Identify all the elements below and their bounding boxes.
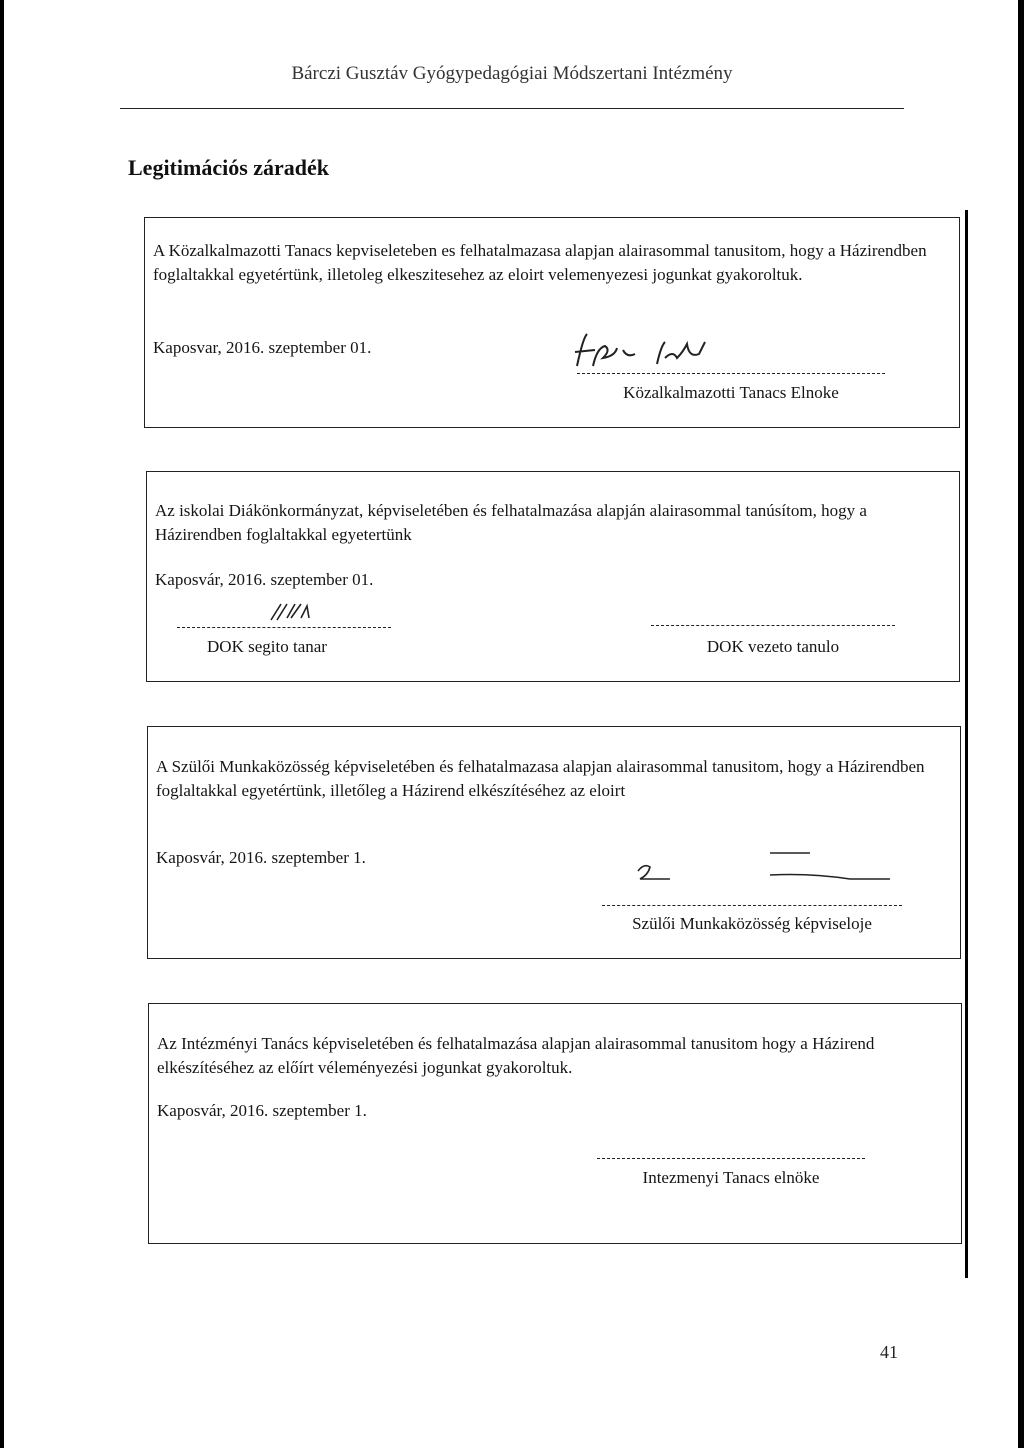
clause-box-student-council	[146, 471, 960, 682]
signature-line	[602, 905, 902, 906]
clause-box-institutional-council	[148, 1003, 962, 1244]
vertical-margin-rule	[965, 210, 968, 1278]
signature-caption-right: DOK vezeto tanulo	[706, 637, 840, 656]
handwritten-signature	[565, 328, 715, 378]
header-rule	[120, 108, 904, 109]
clause-text: A Szülői Munkaközösség képviseletében és felhatalmazasa alapjan alairasommal tanusitom, hogy a Házirendben foglaltakkal egyetértünk, illetőleg a Házirend elkészítéséhez az eloirt	[156, 757, 925, 800]
signature-caption: Intezmenyi Tanacs elnöke	[642, 1168, 820, 1187]
clause-text: A Közalkalmazotti Tanacs kepviseleteben es felhatalmazasa alapjan alairasommal tanusitom, hogy a Házirendben foglaltakkal egyetértünk, illetoleg elkeszitesehez az eloirt velemenyezesi jogunkat gyakoroltuk.	[153, 241, 927, 284]
signature-line-right	[651, 625, 895, 626]
clause-box-parents-council	[147, 726, 961, 959]
signature-caption: Szülői Munkaközösség képviseloje	[632, 914, 872, 933]
clause-date: Kaposvár, 2016. szeptember 1.	[156, 848, 366, 867]
clause-date: Kaposvár, 2016. szeptember 1.	[157, 1101, 367, 1120]
page-number: 41	[880, 1342, 898, 1362]
handwritten-signature	[620, 845, 900, 885]
signature-caption-left: DOK segito tanar	[207, 637, 327, 656]
clause-date: Kaposvar, 2016. szeptember 01.	[153, 338, 372, 357]
clause-text: Az Intézményi Tanács képviseletében és felhatalmazása alapjan alairasommal tanusitom hogy a Házirend elkészítéséhez az előírt véleményezési jogunkat gyakoroltuk.	[157, 1034, 875, 1077]
clause-box-staff-council	[144, 217, 960, 428]
signature-caption: Közalkalmazotti Tanacs Elnoke	[623, 383, 839, 402]
handwritten-initials	[265, 598, 325, 628]
clause-date: Kaposvár, 2016. szeptember 01.	[155, 570, 374, 589]
signature-line	[577, 373, 885, 374]
scan-edge-left	[0, 0, 4, 1448]
clause-text: Az iskolai Diákönkormányzat, képviseletében és felhatalmazása alapján alairasommal tanúsítom, hogy a Házirendben foglaltakkal egyetertünk	[155, 501, 867, 544]
page-title: Legitimációs záradék	[128, 155, 330, 180]
running-header: Bárczi Gusztáv Gyógypedagógiai Módszertani Intézmény	[291, 63, 733, 84]
signature-line	[597, 1158, 865, 1159]
scan-edge-right	[1018, 0, 1024, 1448]
signature-line-left	[177, 627, 391, 628]
